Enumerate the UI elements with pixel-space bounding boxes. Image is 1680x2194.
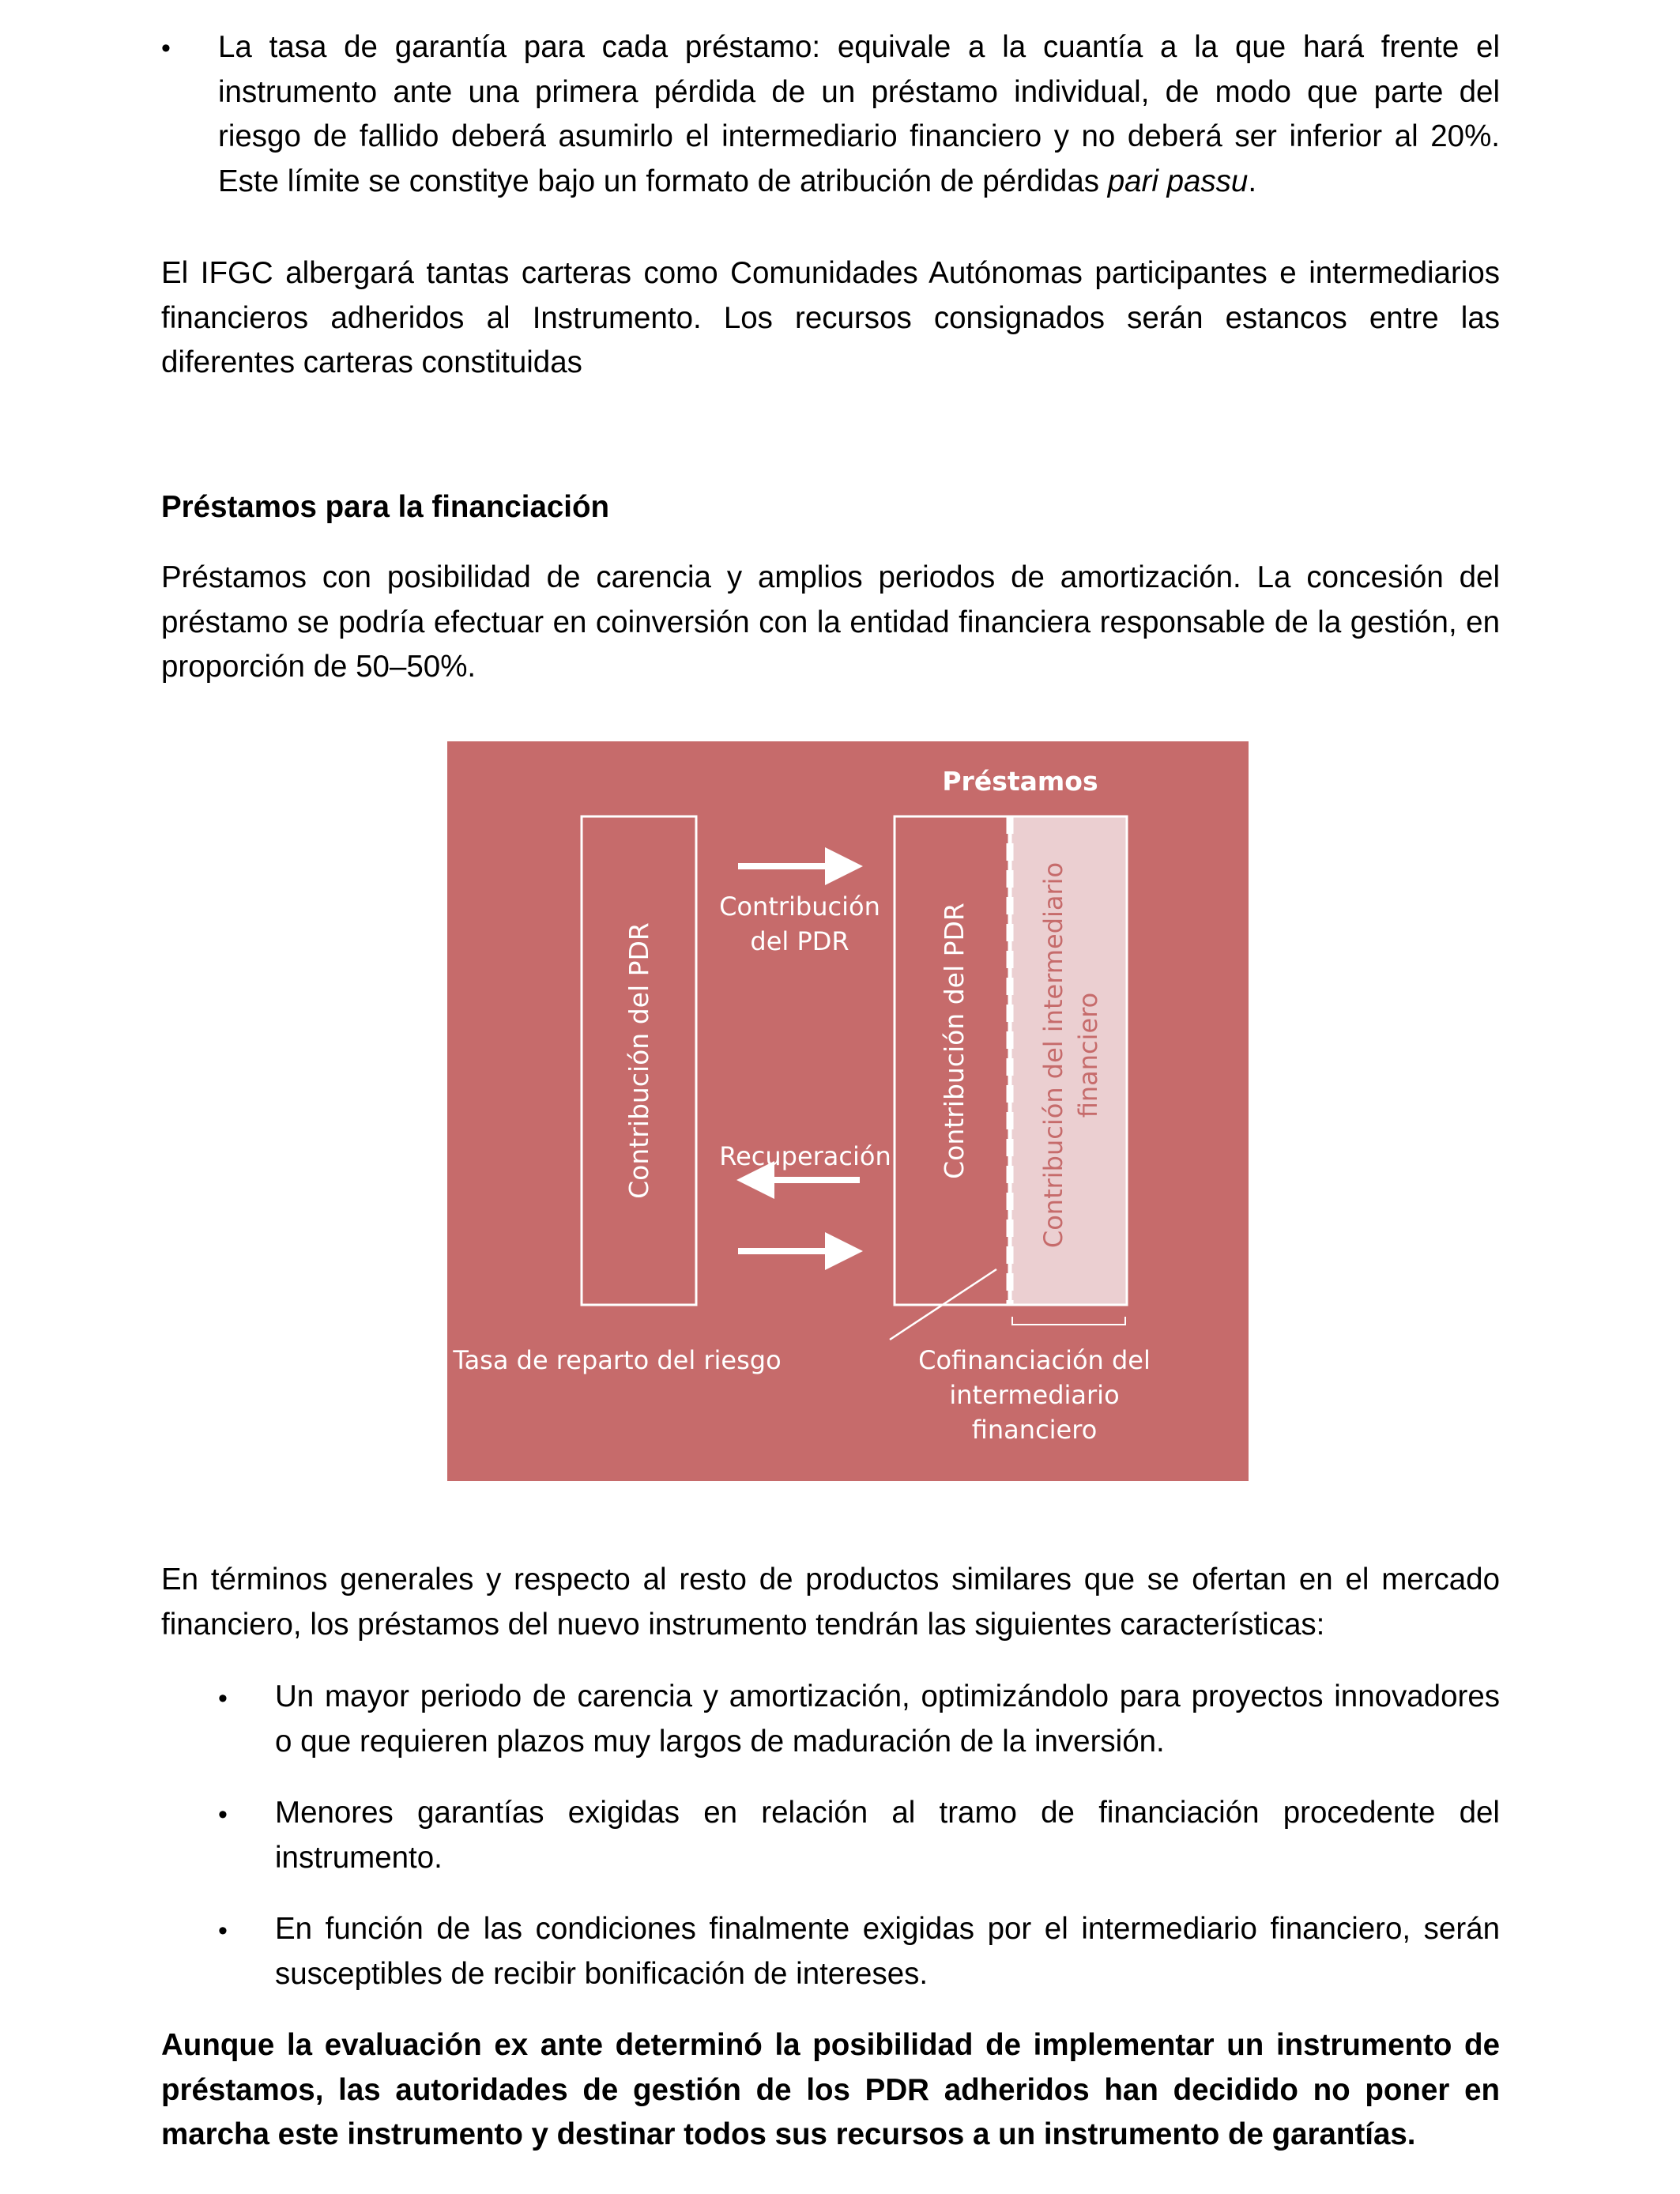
ifgc-paragraph: El IFGC albergará tantas carteras como Comunidades Autónomas participantes e intermediarios financieros adheridos al Instrumento. Los recursos consignados serán estancos entre las diferentes carteras constituidas <box>161 256 1500 379</box>
bottom-right-label-line-1: Cofinanciación del <box>918 1345 1151 1375</box>
intro-line-3: riesgo de fallido deberá asumirlo el intermediario financiero y no deberá ser inferior al 20%. <box>218 119 1500 153</box>
arrow-mid-label: Recuperación <box>719 1141 891 1171</box>
middle-box-label: Contribución del PDR <box>939 903 970 1179</box>
bullet-glyph: • <box>218 1800 228 1830</box>
diagram-svg <box>447 741 1249 1481</box>
arrow-top-label-line-2: del PDR <box>750 926 849 956</box>
intro-italic-term: pari passu <box>1107 164 1249 198</box>
bottom-right-label-line-2: intermediario <box>949 1380 1120 1410</box>
conclusion-paragraph: Aunque la evaluación ex ante determinó la posibilidad de implementar un instrumento de préstamos, las autoridades de gestión de los PDR adheridos han decidido no poner en marcha este instrumento y destinar todos sus recursos a un instrumento de garantías. <box>161 2028 1500 2151</box>
characteristic-text: Menores garantías exigidas en relación al tramo de financiación procedente del instrumento. <box>275 1796 1500 1875</box>
arrow-top-label-line-1: Contribución <box>719 892 880 922</box>
section-heading: Préstamos para la financiación <box>161 490 610 524</box>
loan-structure-diagram <box>447 741 1249 1481</box>
bottom-right-label-line-3: financiero <box>971 1415 1098 1445</box>
intro-line-1: La tasa de garantía para cada préstamo: equivale a la cuantía a la que hará frente el <box>218 30 1500 64</box>
bottom-left-label: Tasa de reparto del riesgo <box>453 1345 782 1375</box>
characteristic-text: Un mayor periodo de carencia y amortización, optimizándolo para proyectos innovadores o que requieren plazos muy largos de maduración de la inversión. <box>275 1679 1500 1759</box>
intro-line-4 <box>218 160 1500 205</box>
right-box <box>1011 816 1127 1305</box>
bullet-glyph: • <box>218 1683 228 1713</box>
intro-bullet-text <box>218 25 1500 204</box>
cofinancing-bracket <box>1012 1317 1125 1325</box>
bullet-glyph: • <box>218 1916 228 1946</box>
loans-paragraph: Préstamos con posibilidad de carencia y amplios periodos de amortización. La concesión del préstamo se podría efectuar en coinversión con la entidad financiera responsable de la gestión, en proporción de 50–50%. <box>161 560 1500 684</box>
diagram-title: Préstamos <box>942 766 1098 797</box>
characteristic-text: En función de las condiciones finalmente exigidas por el intermediario financiero, serán susceptibles de recibir bonificación de intereses. <box>275 1912 1500 1991</box>
left-box-label: Contribución del PDR <box>623 922 654 1199</box>
right-box-label-line-1: Contribución del intermediario <box>1038 861 1068 1249</box>
intro-line-4-start: Este límite se constitye bajo un formato de atribución de pérdidas <box>218 164 1108 198</box>
intro-line-2: instrumento ante una primera pérdida de un préstamo individual, de modo que parte del <box>218 74 1500 109</box>
general-paragraph: En términos generales y respecto al resto de productos similares que se ofertan en el mercado financiero, los préstamos del nuevo instrumento tendrán las siguientes características: <box>161 1563 1500 1642</box>
intro-line-4-end: . <box>1248 164 1257 198</box>
right-box-label-line-2: financiero <box>1073 992 1103 1118</box>
bullet-glyph: • <box>161 33 171 63</box>
